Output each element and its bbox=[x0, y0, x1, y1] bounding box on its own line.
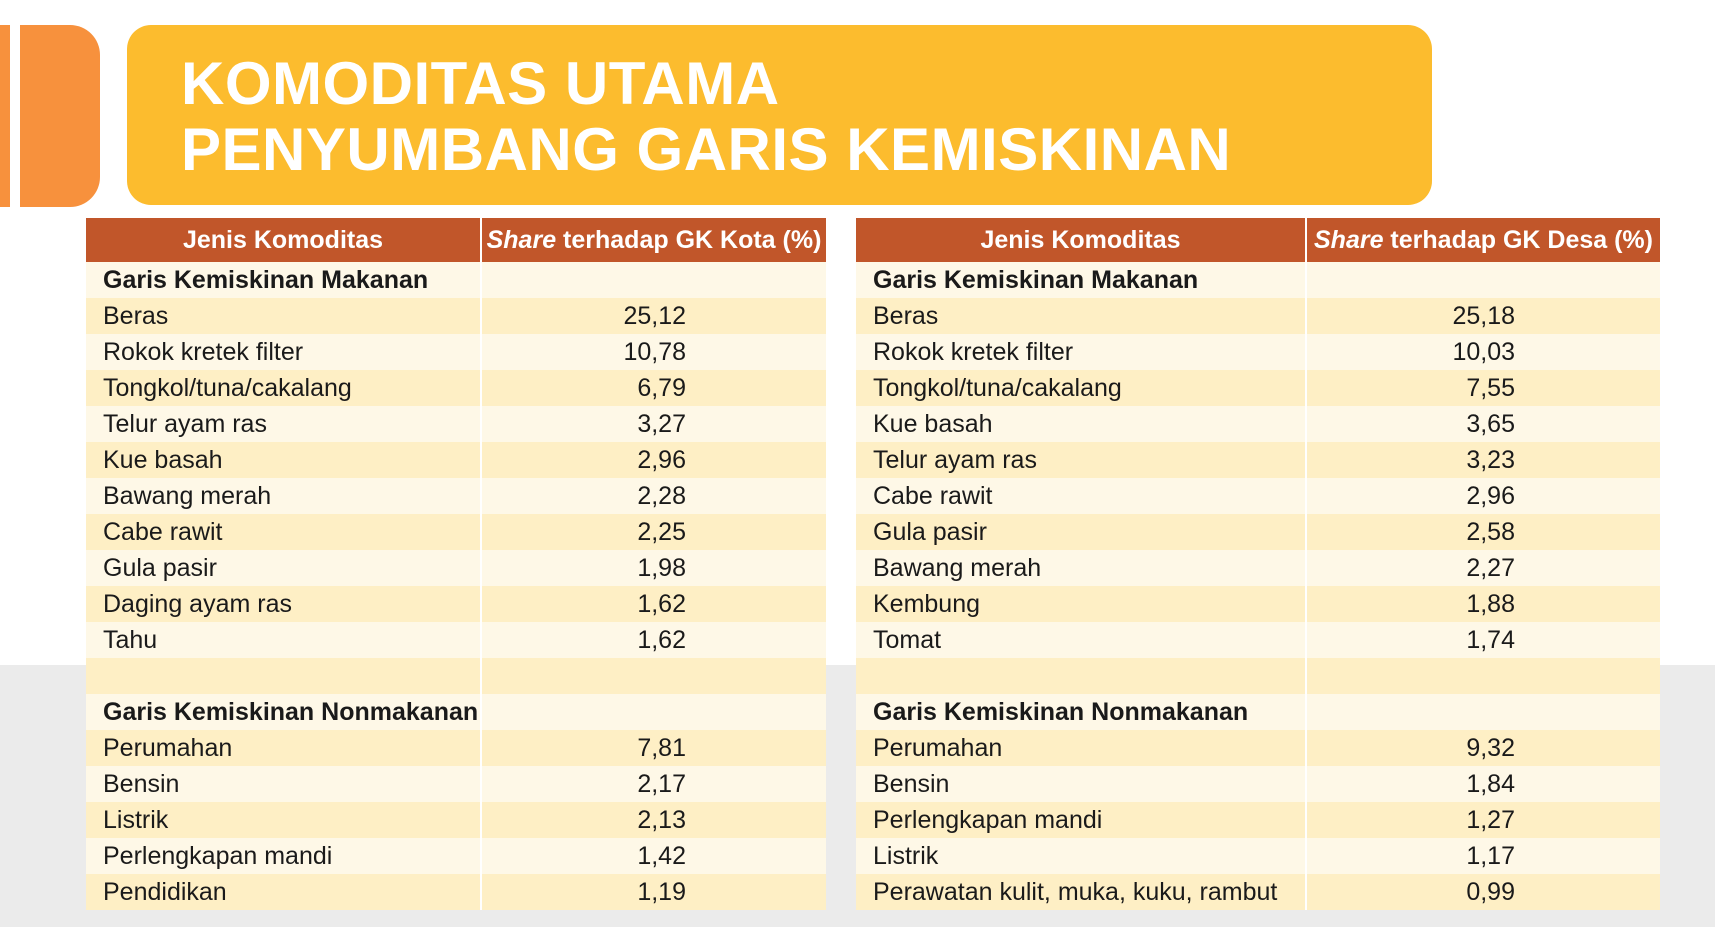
share-value bbox=[1306, 262, 1660, 298]
commodity-name: Telur ayam ras bbox=[86, 406, 481, 442]
share-value: 3,23 bbox=[1306, 442, 1660, 478]
commodity-name: Perumahan bbox=[86, 730, 481, 766]
commodity-name: Listrik bbox=[856, 838, 1306, 874]
group-heading: Garis Kemiskinan Makanan bbox=[86, 262, 481, 298]
share-value: 1,88 bbox=[1306, 586, 1660, 622]
share-value: 2,58 bbox=[1306, 514, 1660, 550]
table-row bbox=[86, 478, 826, 514]
share-value: 6,79 bbox=[481, 370, 826, 406]
table-row bbox=[856, 298, 1660, 334]
commodity-name: Rokok kretek filter bbox=[86, 334, 481, 370]
commodity-name: Tongkol/tuna/cakalang bbox=[856, 370, 1306, 406]
share-value: 3,27 bbox=[481, 406, 826, 442]
table-header-row bbox=[86, 218, 826, 262]
table-row bbox=[856, 730, 1660, 766]
header-share-italic: Share bbox=[486, 225, 557, 254]
share-value: 2,27 bbox=[1306, 550, 1660, 586]
table-row bbox=[856, 406, 1660, 442]
share-value: 25,18 bbox=[1306, 298, 1660, 334]
share-value bbox=[1306, 658, 1660, 694]
commodity-name: Beras bbox=[856, 298, 1306, 334]
table-row bbox=[856, 550, 1660, 586]
table-row bbox=[86, 406, 826, 442]
table-row bbox=[856, 478, 1660, 514]
table-row bbox=[856, 802, 1660, 838]
table-row bbox=[86, 694, 826, 730]
share-value bbox=[481, 262, 826, 298]
column-header-share-desa bbox=[1306, 218, 1660, 262]
header-share-rest: terhadap GK Kota (%) bbox=[556, 225, 822, 254]
table-row bbox=[86, 586, 826, 622]
table-row bbox=[86, 334, 826, 370]
table-row bbox=[86, 370, 826, 406]
group-heading: Garis Kemiskinan Makanan bbox=[856, 262, 1306, 298]
table-row bbox=[856, 586, 1660, 622]
table-desa bbox=[856, 218, 1660, 910]
commodity-name: Kue basah bbox=[86, 442, 481, 478]
commodity-name: Kembung bbox=[856, 586, 1306, 622]
commodity-name: Tomat bbox=[856, 622, 1306, 658]
table-row bbox=[856, 658, 1660, 694]
column-header-share-kota bbox=[481, 218, 826, 262]
share-value: 2,25 bbox=[481, 514, 826, 550]
table-row bbox=[86, 550, 826, 586]
share-value bbox=[481, 694, 826, 730]
commodity-name: Tongkol/tuna/cakalang bbox=[86, 370, 481, 406]
table-row bbox=[86, 298, 826, 334]
table-row bbox=[86, 838, 826, 874]
commodity-name: Daging ayam ras bbox=[86, 586, 481, 622]
table-row bbox=[856, 442, 1660, 478]
share-value: 9,32 bbox=[1306, 730, 1660, 766]
share-value: 10,03 bbox=[1306, 334, 1660, 370]
header-share-rest: terhadap GK Desa (%) bbox=[1383, 225, 1653, 254]
share-value: 1,62 bbox=[481, 622, 826, 658]
header-share-italic: Share bbox=[1314, 225, 1384, 254]
table-row bbox=[86, 766, 826, 802]
table-kota bbox=[86, 218, 826, 910]
share-value: 1,17 bbox=[1306, 838, 1660, 874]
table-row bbox=[86, 874, 826, 910]
column-header-commodity: Jenis Komoditas bbox=[86, 218, 481, 262]
share-value: 1,74 bbox=[1306, 622, 1660, 658]
table-row bbox=[856, 514, 1660, 550]
table-row bbox=[856, 766, 1660, 802]
table-header-row bbox=[856, 218, 1660, 262]
commodity-name: Bawang merah bbox=[86, 478, 481, 514]
commodity-name: Bensin bbox=[856, 766, 1306, 802]
commodity-name: Rokok kretek filter bbox=[856, 334, 1306, 370]
table-row bbox=[86, 622, 826, 658]
share-value: 2,13 bbox=[481, 802, 826, 838]
commodity-name: Bensin bbox=[86, 766, 481, 802]
share-value bbox=[481, 658, 826, 694]
commodity-name: Beras bbox=[86, 298, 481, 334]
accent-stripe bbox=[0, 25, 10, 207]
commodity-name bbox=[856, 658, 1306, 694]
commodity-name: Telur ayam ras bbox=[856, 442, 1306, 478]
commodity-name: Gula pasir bbox=[86, 550, 481, 586]
accent-tab bbox=[20, 25, 100, 207]
share-value: 2,28 bbox=[481, 478, 826, 514]
share-value: 10,78 bbox=[481, 334, 826, 370]
commodity-name: Listrik bbox=[86, 802, 481, 838]
share-value: 3,65 bbox=[1306, 406, 1660, 442]
column-header-commodity: Jenis Komoditas bbox=[856, 218, 1306, 262]
table-row bbox=[86, 802, 826, 838]
title-line-1: KOMODITAS UTAMA bbox=[181, 50, 780, 117]
share-value: 1,98 bbox=[481, 550, 826, 586]
share-value: 0,99 bbox=[1306, 874, 1660, 910]
share-value: 2,96 bbox=[1306, 478, 1660, 514]
commodity-name: Cabe rawit bbox=[86, 514, 481, 550]
table-row bbox=[856, 874, 1660, 910]
share-value: 1,42 bbox=[481, 838, 826, 874]
table-row bbox=[856, 334, 1660, 370]
commodity-name: Bawang merah bbox=[856, 550, 1306, 586]
table-row bbox=[856, 370, 1660, 406]
commodity-name: Cabe rawit bbox=[856, 478, 1306, 514]
commodity-name: Gula pasir bbox=[856, 514, 1306, 550]
commodity-name: Perlengkapan mandi bbox=[856, 802, 1306, 838]
table-row bbox=[86, 514, 826, 550]
commodity-name: Perumahan bbox=[856, 730, 1306, 766]
commodity-name: Pendidikan bbox=[86, 874, 481, 910]
table-row bbox=[86, 658, 826, 694]
commodity-name: Kue basah bbox=[856, 406, 1306, 442]
group-heading: Garis Kemiskinan Nonmakanan bbox=[856, 694, 1306, 730]
table-row bbox=[856, 838, 1660, 874]
table-row bbox=[856, 262, 1660, 298]
share-value: 7,81 bbox=[481, 730, 826, 766]
table-row bbox=[86, 262, 826, 298]
share-value: 2,96 bbox=[481, 442, 826, 478]
title-banner bbox=[127, 25, 1432, 205]
title-line-2: PENYUMBANG GARIS KEMISKINAN bbox=[181, 116, 1232, 183]
commodity-name: Perlengkapan mandi bbox=[86, 838, 481, 874]
share-value: 1,19 bbox=[481, 874, 826, 910]
share-value bbox=[1306, 694, 1660, 730]
table-row bbox=[856, 622, 1660, 658]
commodity-name: Tahu bbox=[86, 622, 481, 658]
share-value: 1,27 bbox=[1306, 802, 1660, 838]
table-row bbox=[86, 730, 826, 766]
share-value: 2,17 bbox=[481, 766, 826, 802]
commodity-name bbox=[86, 658, 481, 694]
share-value: 25,12 bbox=[481, 298, 826, 334]
group-heading: Garis Kemiskinan Nonmakanan bbox=[86, 694, 481, 730]
share-value: 7,55 bbox=[1306, 370, 1660, 406]
table-row bbox=[86, 442, 826, 478]
share-value: 1,84 bbox=[1306, 766, 1660, 802]
commodity-name: Perawatan kulit, muka, kuku, rambut bbox=[856, 874, 1306, 910]
table-row bbox=[856, 694, 1660, 730]
share-value: 1,62 bbox=[481, 586, 826, 622]
